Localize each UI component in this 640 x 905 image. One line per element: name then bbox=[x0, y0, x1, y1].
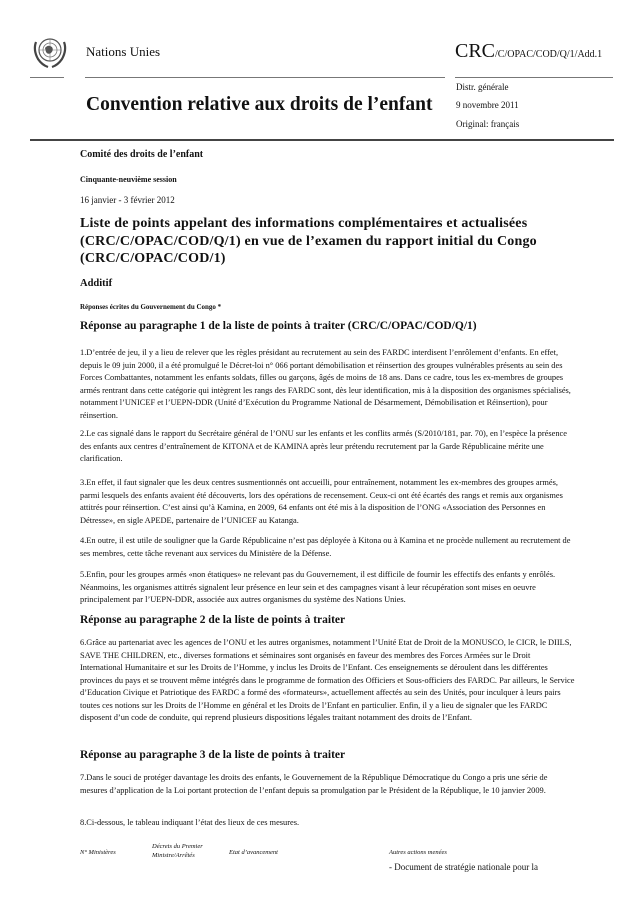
committee-name: Comité des droits de l’enfant bbox=[80, 149, 204, 160]
distribution-label: Distr. générale bbox=[456, 82, 509, 92]
table-header-decrees: Décrets du Premier Ministre/Arrêtés bbox=[152, 843, 203, 859]
paragraph-4: 4.En outre, il est utile de souligner que la Garde Républicaine n’est pas déployée à Kitona ou à Kamina et ne procède nullement au recrutement de ses membres, cette tâche revenant aux services du Ministère de la Défense. bbox=[80, 536, 571, 558]
paragraph-1: 1.D’entrée de jeu, il y a lieu de relever que les règles présidant au recrutement au sein des FARDC interdisent l’enrôlement d’enfants. En effet, depuis le 09 juin 2000, il a été promulgué le Décret-loi n° 066 portant démobilisation et réinsertion des groupes vulnérables présents au sein des Forces Combattantes, notamment les enfants soldats, filles ou garçons, âgés de moins de 18 ans. Dans ce cadre, tous les ex-membres de groupes armés rentrant dans cette catégorie qui intègrent les rangs des FARDC sont, dès leur identification, mis à la disposition des organismes spécialisés, notamment l’UNICEF et l’UEPN-DDR (Unité d’Exécution du Programme National de Désarmement, Démobilisation et Réinsertion), pour réinsertion. bbox=[80, 348, 571, 420]
section-heading-3: Réponse au paragraphe 3 de la liste de points à traiter bbox=[80, 749, 346, 761]
session-label: Cinquante-neuvième session bbox=[80, 175, 177, 184]
paragraph-5: 5.Enfin, pour les groupes armés «non étatiques» ne relevant pas du Gouvernement, il est difficile de fournir les effectifs des enfants y enrôlés. Néanmoins, les organismes attitrés signalent leur présence en leur sein et des campagnes visant à leur récupération sont mises en oeuvre principalement par l’UEPN-DDR, associée aux autres organismes du système des Nations Unies. bbox=[80, 570, 556, 604]
section-heading-1: Réponse au paragraphe 1 de la liste de points à traiter (CRC/C/OPAC/COD/Q/1) bbox=[80, 320, 477, 332]
organization-name: Nations Unies bbox=[86, 44, 161, 59]
document-title: Liste de points appelant des informations complémentaires et actualisées (CRC/C/OPAC/COD/Q/1) en vue de l’examen du rapport initial du Congo (CRC/C/OPAC/COD/1) bbox=[80, 216, 537, 266]
document-symbol bbox=[455, 40, 602, 63]
original-language: Original: français bbox=[456, 119, 520, 129]
convention-title: Convention relative aux droits de l’enfant bbox=[86, 94, 433, 115]
table-header-other-actions: Autres actions menées bbox=[389, 849, 447, 856]
divider bbox=[85, 77, 445, 78]
header-divider bbox=[30, 139, 614, 141]
paragraph-2: 2.Le cas signalé dans le rapport du Secrétaire général de l’ONU sur les enfants et les conflits armés (S/2010/181, par. 70), en l’espèce la présence des enfants aux centres d’entraînement de KITONA et de KAMINA après leur prétendu recrutement par la Garde Républicaine mérite une clarification. bbox=[80, 429, 567, 463]
un-emblem-icon bbox=[30, 32, 70, 70]
table-cell: - Document de stratégie nationale pour la bbox=[389, 862, 538, 872]
table-header-ministries: N° Ministères bbox=[80, 849, 116, 856]
document-date: 9 novembre 2011 bbox=[456, 100, 519, 110]
paragraph-3: 3.En effet, il faut signaler que les deux centres susmentionnés ont accueilli, pour entraînement, notamment les ex-membres des groupes armés, parmi lesquels des enfants avaient été découverts, lors des opérations de recensement. Ceux-ci ont été écartés des rangs et remis aux organismes attitrés pour réinsertion. C’est ainsi qu’à Kamina, en 2009, 64 enfants ont été mis à la disposition de l’ONG «Association des Personnes en Détresse», en sigle APEDE, partenaire de l’UNICEF au Katanga. bbox=[80, 478, 563, 525]
paragraph-8: 8.Ci-dessous, le tableau indiquant l’état des lieux de ces mesures. bbox=[80, 818, 300, 827]
symbol-suffix: /C/OPAC/COD/Q/1/Add.1 bbox=[495, 49, 603, 60]
paragraph-6: 6.Grâce au partenariat avec les agences de l’ONU et les autres organismes, notamment l’Unité Etat de Droit de la MONUSCO, le CICR, le DIILS, SAVE THE CHILDREN, etc., diverses formations et séminaires sont organisés en faveur des membres des Forces Armées sur le Droit International Humanitaire et sur les Droits de l’Homme, y inclus les Droits de l’Enfant. Ces enseignements se déroulent dans les différentes provinces du pays et se trouvent même intégrés dans le programme de formation des Officiers et Sous-officiers des FARDC. Par ailleurs, le Service d’Education Civique et Patriotique des FARDC a formé des «formateurs», actuellement affectés au sein des Unités, pour inculquer à leurs pairs toutes ces notions sur les Droits de l’Homme en général et les Droits de l’Enfant en particulier. Enfin, il y a lieu de signaler que les FARDC disposent d’un code de conduite, qui reprend plusieurs dispositions légales traitant notamment des droits de l’Enfant. bbox=[80, 638, 575, 722]
paragraph-7: 7.Dans le souci de protéger davantage les droits des enfants, le Gouvernement de la République Démocratique du Congo a pris une série de mesures d’application de la Loi portant protection de l’enfant depuis sa promulgation par le Président de la République, le 10 janvier 2009. bbox=[80, 773, 548, 795]
session-dates: 16 janvier - 3 février 2012 bbox=[80, 195, 175, 205]
symbol-prefix: CRC bbox=[455, 40, 496, 62]
table-header-progress: Etat d’avancement bbox=[229, 849, 278, 856]
section-heading-2: Réponse au paragraphe 2 de la liste de points à traiter bbox=[80, 614, 346, 626]
divider bbox=[30, 77, 64, 78]
divider bbox=[455, 77, 613, 78]
replies-label: Réponses écrites du Gouvernement du Congo * bbox=[80, 303, 222, 311]
additif-label: Additif bbox=[80, 278, 113, 289]
